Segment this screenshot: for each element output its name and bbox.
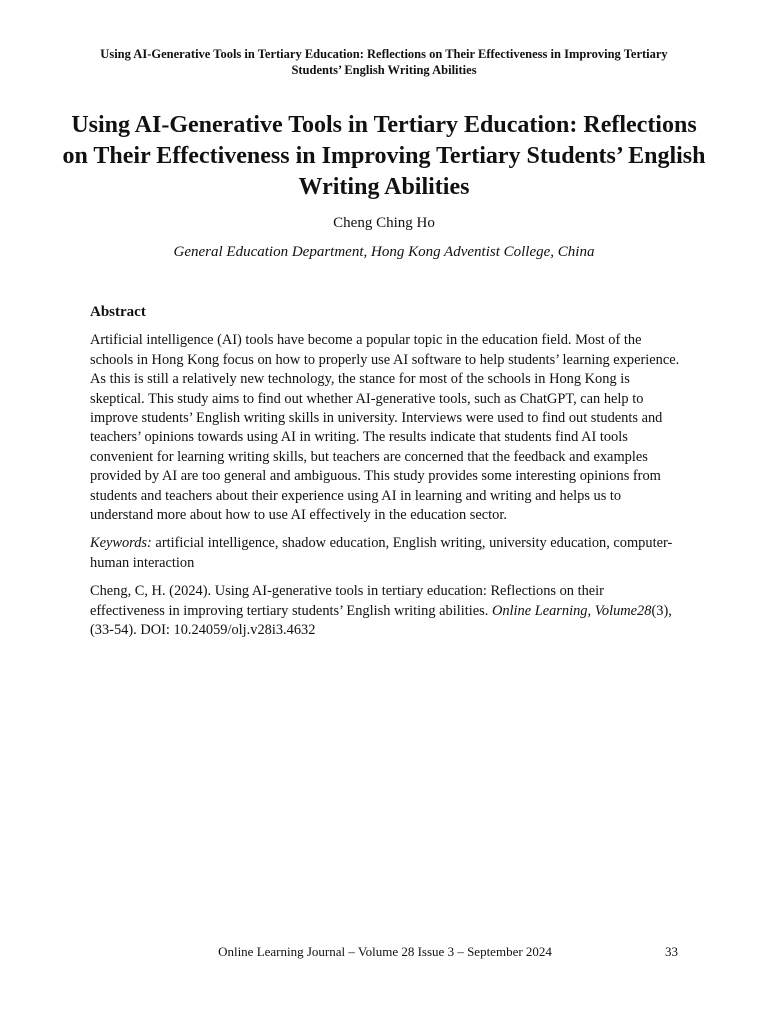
- author-name: Cheng Ching Ho: [333, 215, 435, 231]
- citation-suffix: (3), (33-54). DOI: 10.24059/olj.v28i3.4632: [90, 602, 672, 639]
- citation-prefix: Cheng, C, H. (2024). Using AI-generative tools in tertiary education: Reflections on their effectiveness in improving tertiary students’ English writing abilities.: [90, 583, 604, 619]
- footer-journal-info: Online Learning Journal – Volume 28 Issue 3 – September 2024: [218, 944, 552, 959]
- keywords-label: Keywords:: [90, 535, 152, 552]
- abstract-text: Artificial intelligence (AI) tools have become a popular topic in the education field. Most of the schools in Hong Kong focus on how to properly use AI software to help students’ learning experience. As this is still a relatively new technology, the stance for most of the schools in Hong Kong is skeptical. This study aims to find out whether AI-generative tools, such as ChatGPT, can help to improve students’ English writing skills in university. Interviews were used to find out students and teachers’ opinions towards using AI in writing. The results indicate that students find AI tools convenient for learning writing skills, but teachers are concerned that the feedback and examples provided by AI are too general and ambiguous. This study provides some interesting opinions from students and teachers about their experience using AI in learning and writing and helps us to understand more about how to use AI effectively in the education sector.: [90, 332, 680, 524]
- abstract-section: [90, 303, 680, 641]
- paper-title: Using AI-Generative Tools in Tertiary Education: Reflections on Their Effectiveness in Improving Tertiary Students’ English Writing Abilities: [62, 112, 706, 200]
- keywords: [90, 534, 680, 573]
- citation: [90, 582, 680, 640]
- citation-journal: Online Learning,: [491, 602, 592, 619]
- citation-volume: Volume28: [594, 602, 652, 619]
- author-affiliation: General Education Department, Hong Kong Adventist College, China: [173, 244, 595, 260]
- running-header: Using AI-Generative Tools in Tertiary Education: Reflections on Their Effectiveness in Improving Tertiary Students’ English Writing Abilities: [100, 47, 668, 77]
- abstract-heading: Abstract: [90, 304, 146, 320]
- keywords-text: artificial intelligence, shadow education, English writing, university education, computer-human interaction: [90, 535, 673, 571]
- page-number: 33: [665, 944, 678, 959]
